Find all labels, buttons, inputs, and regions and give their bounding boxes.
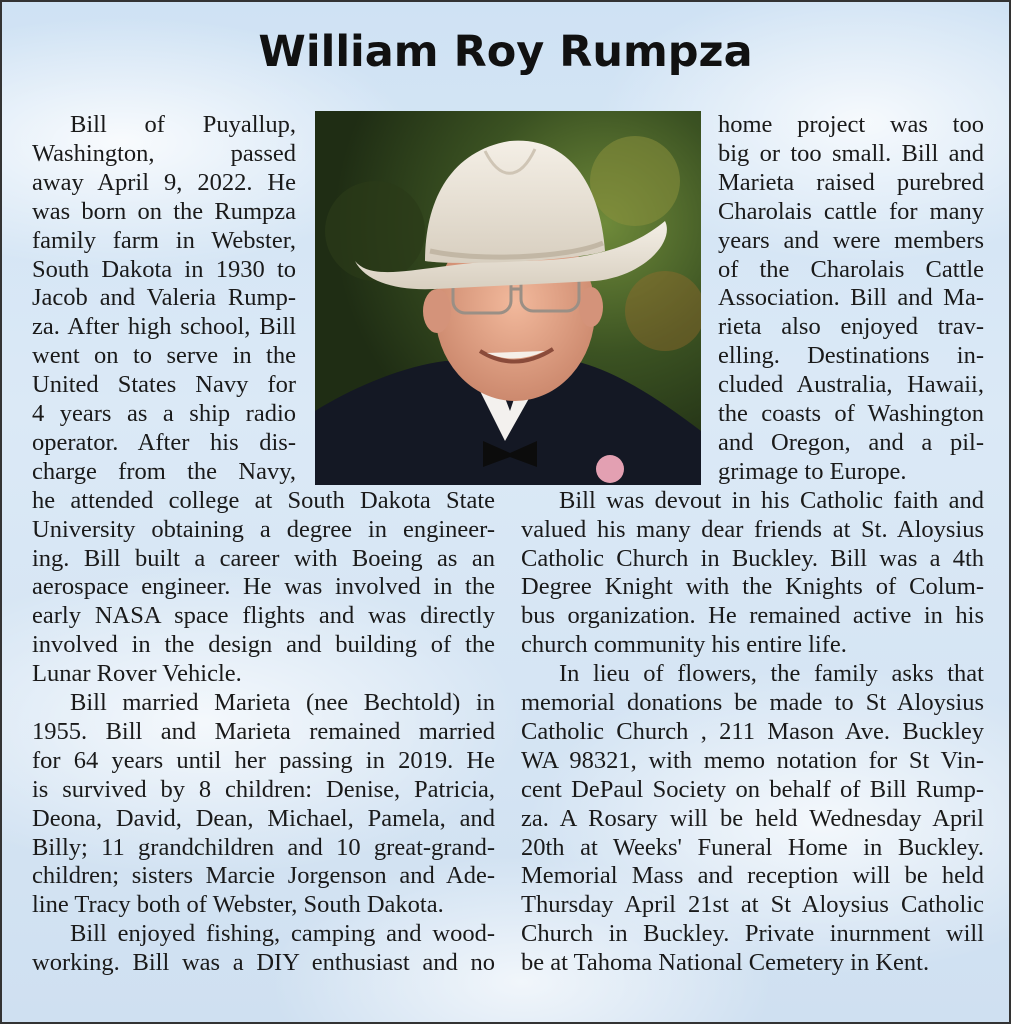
- col2-bottom-line: WA 98321, with memo notation for St Vin-: [521, 746, 984, 774]
- col1-bottom-line: he attended college at South Dakota State: [32, 486, 495, 514]
- col1-top-line: charge from the Navy,: [32, 457, 296, 485]
- col1-bottom-line: Billy; 11 grandchildren and 10 great-grand-: [32, 833, 495, 861]
- col1-bottom-line: is survived by 8 children: Denise, Patricia,: [32, 775, 495, 803]
- col1-bottom-line: for 64 years until her passing in 2019. He: [32, 746, 495, 774]
- col1-bottom-line: ing. Bill built a career with Boeing as an: [32, 544, 495, 572]
- col3-top-line: years and were members: [718, 226, 984, 254]
- col1-top-line: went on to serve in the: [32, 342, 296, 370]
- col1-top-line: was born on the Rumpza: [32, 197, 296, 225]
- col3-top-line: cluded Australia, Hawaii,: [718, 371, 984, 399]
- col2-bottom-line: Church in Buckley. Private inurnment will: [521, 920, 984, 948]
- col2-bottom-line: bus organization. He remained active in his: [521, 602, 984, 630]
- col2-bottom-line: In lieu of flowers, the family asks that: [559, 660, 984, 688]
- obituary-title: William Roy Rumpza: [258, 27, 753, 77]
- col3-top-line: grimage to Europe.: [718, 457, 907, 485]
- col2-bottom-line: Thursday April 21st at St Aloysius Catholic: [521, 891, 984, 919]
- col3-top-line: Marieta raised purebred: [718, 168, 984, 196]
- col3-top-line: Association. Bill and Ma-: [718, 284, 984, 312]
- col1-top-line: operator. After his dis-: [32, 428, 296, 456]
- col1-top-line: South Dakota in 1930 to: [32, 255, 296, 283]
- col1-bottom-line: Bill enjoyed fishing, camping and wood-: [70, 920, 495, 948]
- col3-top-line: elling. Destinations in-: [718, 342, 984, 370]
- col2-bottom-line: 20th at Weeks' Funeral Home in Buckley.: [521, 833, 984, 861]
- col3-top-line: home project was too: [718, 111, 984, 138]
- col1-bottom-line: children; sisters Marcie Jorgenson and Ade-: [32, 862, 495, 890]
- col2-bottom-line: memorial donations be made to St Aloysius: [521, 689, 984, 716]
- col1-top-line: Washington, passed: [32, 139, 296, 167]
- col2-bottom-line: be at Tahoma National Cemetery in Kent.: [521, 949, 930, 977]
- col1-bottom-line: 1955. Bill and Marieta remained married: [32, 717, 495, 745]
- col1-top-line: 4 years as a ship radio: [32, 400, 296, 427]
- col1-top-line: za. After high school, Bill: [32, 313, 296, 341]
- col1-bottom-line: early NASA space flights and was directly: [32, 602, 495, 630]
- col2-bottom-line: Memorial Mass and reception will be held: [521, 862, 984, 890]
- col1-bottom-line: University obtaining a degree in engineer-: [32, 515, 495, 543]
- col2-bottom-line: Catholic Church in Buckley. Bill was a 4th: [521, 544, 984, 572]
- col1-top-line: away April 9, 2022. He: [32, 168, 296, 196]
- col1-bottom-line: Deona, David, Dean, Michael, Pamela, and: [32, 804, 495, 832]
- col2-bottom-line: church community his entire life.: [521, 631, 847, 659]
- portrait-photo: [315, 111, 701, 485]
- col1-top-line: family farm in Webster,: [32, 226, 296, 254]
- col1-bottom-line: aerospace engineer. He was involved in the: [32, 573, 495, 601]
- col2-bottom-line: za. A Rosary will be held Wednesday April: [521, 804, 984, 832]
- col1-top-line: United States Navy for: [32, 371, 296, 399]
- col2-bottom-line: cent DePaul Society on behalf of Bill Rump-: [521, 775, 984, 803]
- col3-top-line: rieta also enjoyed trav-: [718, 313, 984, 341]
- col3-top-line: and Oregon, and a pil-: [718, 428, 984, 456]
- col1-bottom-line: Lunar Rover Vehicle.: [32, 660, 242, 688]
- col3-top-line: of the Charolais Cattle: [718, 255, 984, 283]
- col2-bottom-line: Degree Knight with the Knights of Colum-: [521, 573, 984, 601]
- col1-bottom-line: Bill married Marieta (nee Bechtold) in: [70, 689, 495, 716]
- col3-top-line: the coasts of Washington: [718, 400, 984, 427]
- col1-top-line: Bill of Puyallup,: [70, 111, 296, 138]
- col1-bottom-line: working. Bill was a DIY enthusiast and no: [32, 949, 495, 977]
- col2-bottom-line: Catholic Church , 211 Mason Ave. Buckley: [521, 717, 984, 745]
- col2-bottom-line: valued his many dear friends at St. Aloysius: [521, 515, 984, 543]
- col3-top-line: big or too small. Bill and: [718, 139, 984, 167]
- col3-top-line: Charolais cattle for many: [718, 197, 984, 225]
- col1-bottom-line: involved in the design and building of the: [32, 631, 495, 659]
- col1-top-line: Jacob and Valeria Rump-: [32, 284, 296, 312]
- col1-bottom-line: line Tracy both of Webster, South Dakota.: [32, 891, 444, 919]
- portrait-illustration: [315, 111, 701, 485]
- col2-bottom-line: Bill was devout in his Catholic faith and: [559, 486, 984, 514]
